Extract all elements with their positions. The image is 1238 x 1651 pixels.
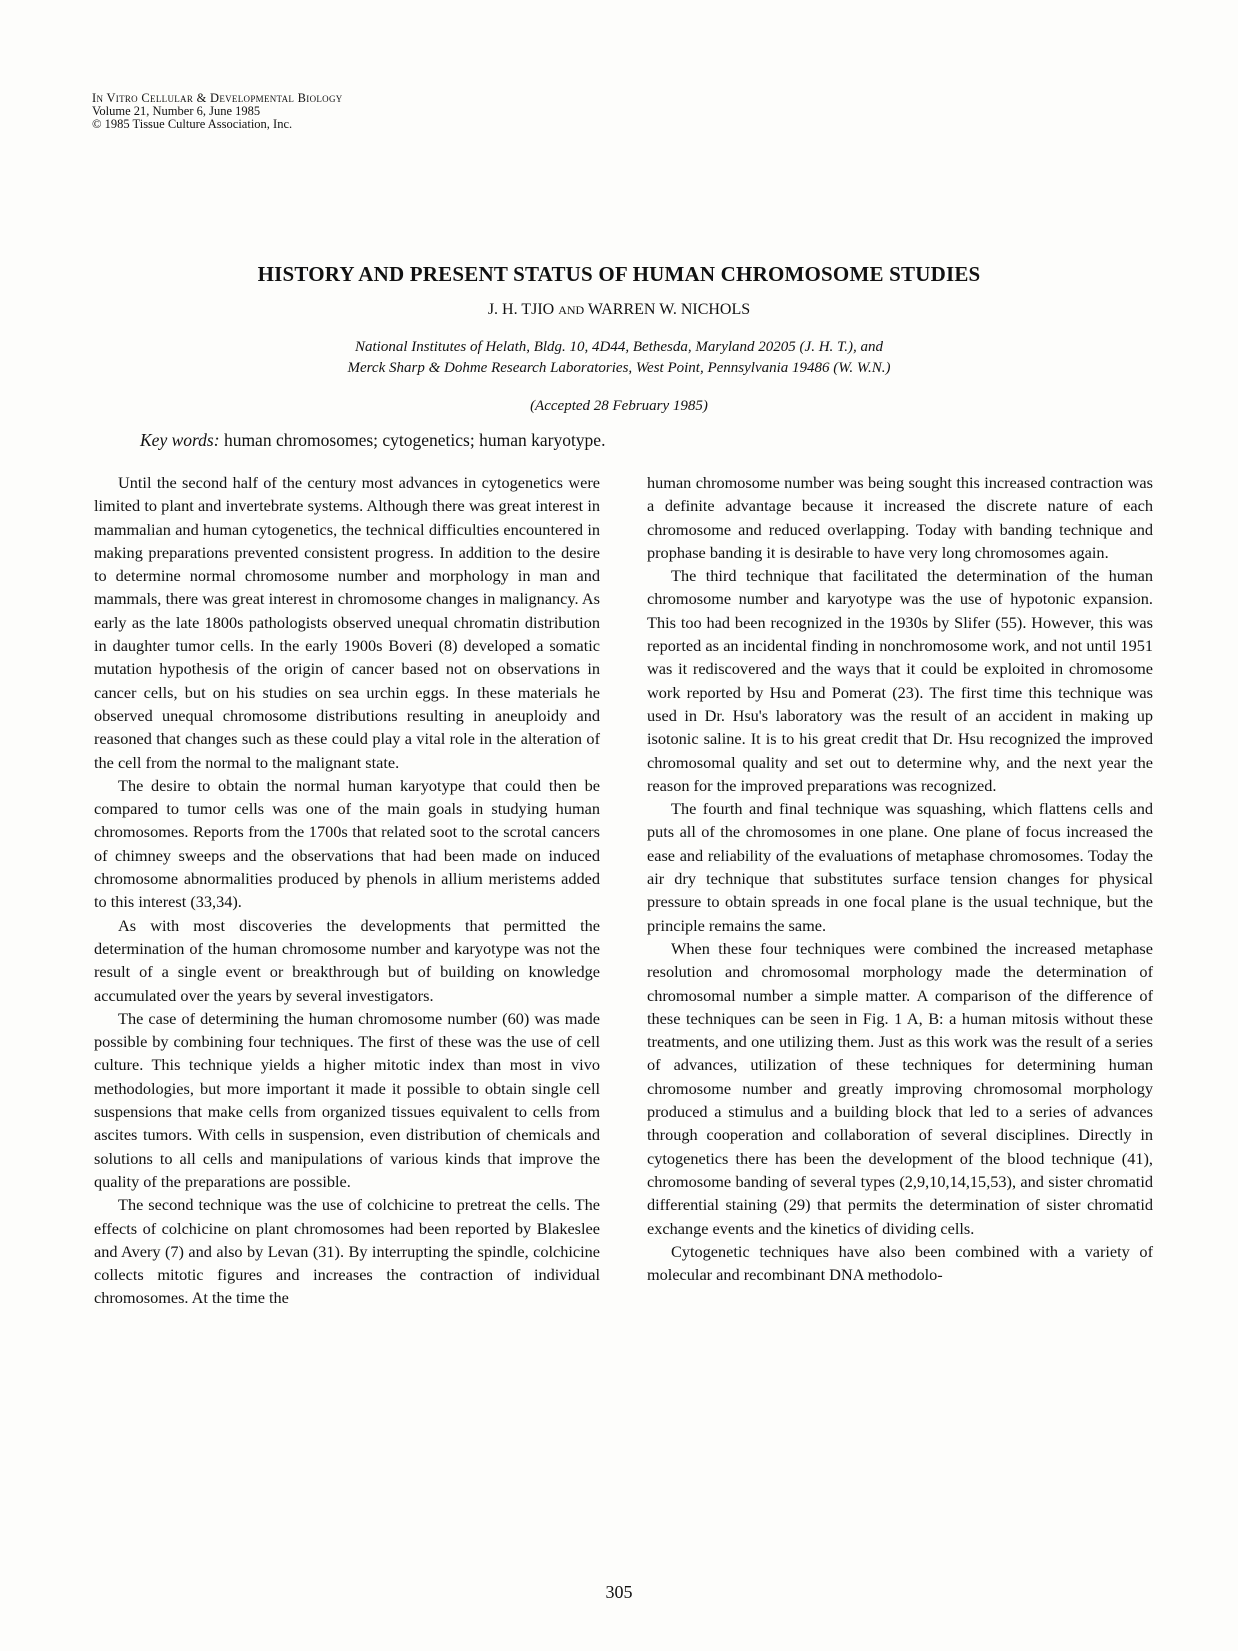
body-paragraph: The third technique that facilitated the determination of the human chromosome number and karyotype was the use of hypotonic expansion. This too had been recognized in the 1930s by Slifer (55). However, this was reported as an incidental finding in nonchromosome work, and not until 1951 was it rediscovered and the ways that it could be exploited in chromosome work reported by Hsu and Pomerat (23). The first time this technique was used in Dr. Hsu's laboratory was the result of an accident in making up isotonic saline. It is to his great credit that Dr. Hsu recognized the improved chromosomal quality and set out to determine why, and the next year the reason for the improved preparations was recognized. — [647, 566, 1153, 795]
journal-copyright: © 1985 Tissue Culture Association, Inc. — [92, 117, 293, 131]
author-name: J. H. TJIO — [487, 301, 555, 318]
body-paragraph: Cytogenetic techniques have also been combined with a variety of molecular and recombinant DNA methodolo- — [647, 1241, 1153, 1285]
right-column — [647, 471, 1153, 1286]
body-paragraph: The desire to obtain the normal human karyotype that could then be compared to tumor cells was one of the main goals in studying human chromosomes. Reports from the 1700s that related soot to the scrotal cancers of chimney sweeps and the observations that had been made on induced chromosome abnormalities produced by phenols in allium meristems added to this interest (33,34). — [94, 775, 600, 912]
keywords — [140, 430, 605, 451]
keywords-label: Key words: — [140, 430, 220, 450]
author-name: WARREN W. NICHOLS — [587, 301, 751, 318]
journal-header — [92, 92, 343, 131]
author-line — [0, 301, 1238, 319]
author-conjunction: AND — [558, 303, 585, 317]
article-title: HISTORY AND PRESENT STATUS OF HUMAN CHROMOSOME STUDIES — [257, 262, 981, 286]
journal-name: In Vitro Cellular & Developmental Biology — [92, 91, 343, 105]
affiliation-line: National Institutes of Helath, Bldg. 10, 4D44, Bethesda, Maryland 20205 (J. H. T.), and — [354, 339, 883, 355]
affiliation-line: Merck Sharp & Dohme Research Laboratories, West Point, Pennsylvania 19486 (W. W.N.) — [347, 360, 891, 376]
keywords-text: human chromosomes; cytogenetics; human karyotype. — [223, 430, 606, 450]
body-paragraph: As with most discoveries the developments that permitted the determination of the human chromosome number and karyotype was not the result of a single event or breakthrough but of building on knowledge accumulated over the years by several investigators. — [94, 915, 600, 1005]
body-paragraph: The fourth and final technique was squashing, which flattens cells and puts all of the chromosomes in one plane. One plane of focus increased the ease and reliability of the evaluations of metaphase chromosomes. Today the air dry technique that substitutes surface tension changes for physical pressure to obtain spreads in one focal plane is the usual technique, but the principle remains the same. — [647, 799, 1153, 935]
body-paragraph: When these four techniques were combined the increased metaphase resolution and chromosomal morphology made the determination of chromosomal number a simple matter. A comparison of the difference of these techniques can be seen in Fig. 1 A, B: a human mitosis without these treatments, and one utilizing them. Just as this work was the result of a series of advances, utilization of these techniques for determining human chromosome number and greatly improving chromosomal morphology produced a stimulus and a building block that led to a series of advances through cooperation and collaboration of several disciplines. Directly in cytogenetics there has been the development of the blood technique (41), chromosome banding of several types (2,9,10,14,15,53), and sister chromatid differential staining (29) that permits the determination of sister chromatid exchange events and the kinetics of dividing cells. — [647, 938, 1153, 1238]
left-column — [94, 471, 600, 1310]
body-paragraph: Until the second half of the century most advances in cytogenetics were limited to plant and invertebrate systems. Although there was great interest in mammalian and human cytogenetics, the technical difficulties encountered in making preparations prevented consistent progress. In addition to the desire to determine normal chromosome number and morphology in man and mammals, there was great interest in chromosome changes in malignancy. As early as the late 1800s pathologists observed unequal chromatin distribution in daughter tumor cells. In the early 1900s Boveri (8) developed a somatic mutation hypothesis of the origin of cancer based not on observations in cancer cells, but on his studies on sea urchin eggs. In these materials he observed unequal chromosome distributions resulting in aneuploidy and reasoned that changes such as these could play a vital role in the alteration of the cell from the normal to the malignant state. — [94, 473, 600, 772]
affiliations — [0, 337, 1238, 379]
page-number: 305 — [605, 1582, 633, 1602]
body-paragraph: human chromosome number was being sought this increased contraction was a definite advantage because it increased the discrete nature of each chromosome and reduced overlapping. Today with banding technique and prophase banding it is desirable to have very long chromosomes again. — [647, 473, 1153, 562]
accepted-date: (Accepted 28 February 1985) — [530, 398, 708, 414]
body-paragraph: The case of determining the human chromosome number (60) was made possible by combining four techniques. The first of these was the use of cell culture. This technique yields a higher mitotic index than most in vivo methodologies, but more important it made it possible to obtain single cell suspensions that make cells from organized tissues equivalent to cells from ascites tumors. With cells in suspension, even distribution of chemicals and solutions to all cells and manipulations of various kinds that improve the quality of the preparations are possible. — [94, 1008, 600, 1191]
body-paragraph: The second technique was the use of colchicine to pretreat the cells. The effects of colchicine on plant chromosomes had been reported by Blakeslee and Avery (7) and also by Levan (31). By interrupting the spindle, colchicine collects mitotic figures and increases the contraction of individual chromosomes. At the time the — [94, 1195, 600, 1308]
journal-volume: Volume 21, Number 6, June 1985 — [92, 104, 261, 118]
